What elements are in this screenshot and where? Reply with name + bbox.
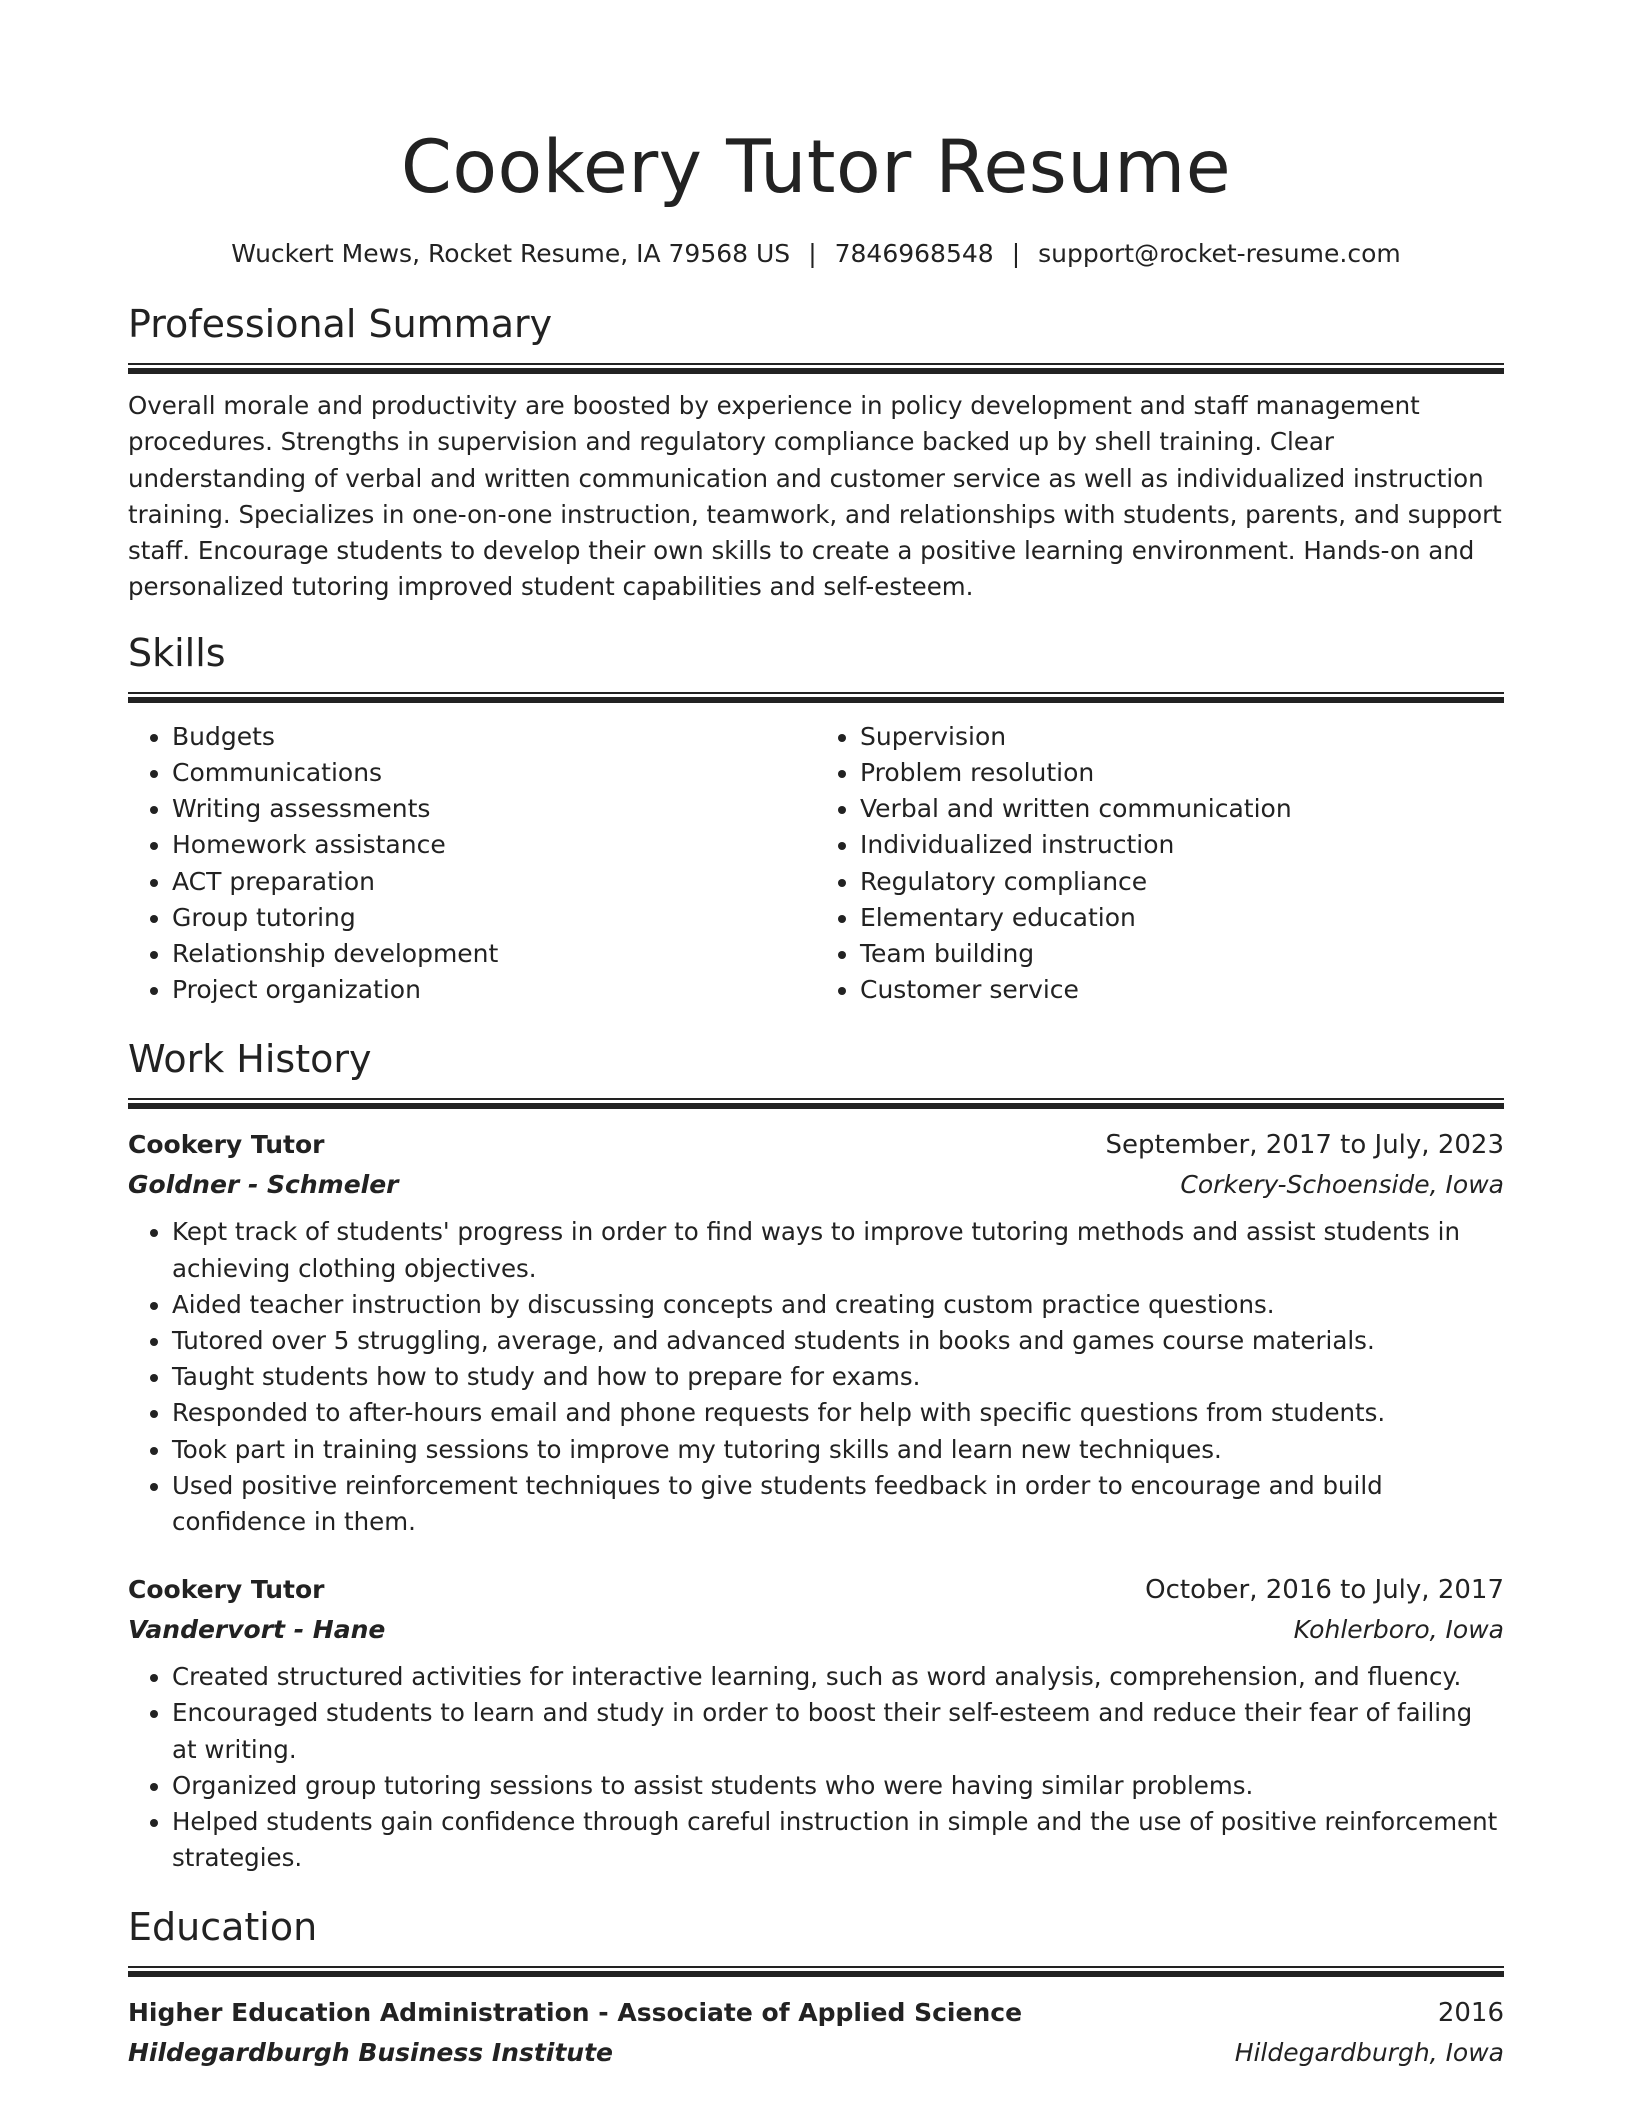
job-company: Goldner - Schmeler [128, 1170, 399, 1200]
job-bullet: • Took part in training sessions to improve my tutoring skills and learn new techniques. [172, 1432, 1504, 1468]
work-history-section [128, 1034, 1504, 1876]
job-bullet: • Kept track of students' progress in order to find ways to improve tutoring methods and assist students in achieving clothing objectives. [172, 1214, 1504, 1286]
job-bullet: • Encouraged students to learn and study in order to boost their self-esteem and reduce their fear of failing at writing. [172, 1695, 1504, 1767]
education-entry [128, 1993, 1504, 2073]
skills-columns [128, 719, 1504, 1009]
skill-item: • Project organization [172, 972, 816, 1008]
contact-separator: | [808, 239, 817, 268]
section-divider [128, 1098, 1504, 1109]
job-bullets [128, 1214, 1504, 1540]
skill-item: • ACT preparation [172, 864, 816, 900]
skill-item: • Elementary education [860, 900, 1504, 936]
skills-list-right [816, 719, 1504, 1009]
skills-section [128, 628, 1504, 1009]
job-bullet: • Helped students gain confidence through careful instruction in simple and the use of positive reinforcement strategies. [172, 1804, 1504, 1876]
education-school-row [128, 2033, 1504, 2073]
job-entry [128, 1570, 1504, 1876]
education-degree: Higher Education Administration - Associate of Applied Science [128, 1998, 1023, 2028]
education-year: 2016 [1437, 1998, 1504, 2029]
job-title: Cookery Tutor [128, 1130, 325, 1160]
contact-phone: 7846968548 [834, 239, 994, 268]
job-company-row [128, 1165, 1504, 1205]
job-bullet: • Responded to after-hours email and phone requests for help with specific questions from students. [172, 1395, 1504, 1431]
job-company: Vandervort - Hane [128, 1615, 386, 1645]
skill-item: • Verbal and written communication [860, 791, 1504, 827]
job-dates: October, 2016 to July, 2017 [1145, 1575, 1504, 1606]
job-bullets [128, 1659, 1504, 1876]
contact-email: support@rocket-resume.com [1038, 239, 1401, 268]
job-header-row [128, 1570, 1504, 1610]
section-divider [128, 363, 1504, 374]
section-heading-education: Education [128, 1905, 318, 1950]
summary-text: Overall morale and productivity are boosted by experience in policy development and staff management procedures. Strengths in supervision and regulatory compliance backed up by shell training. Clear understanding of verbal and written communication and customer service as well as individualized instruction training. Specializes in one-on-one instruction, teamwork, and relationships with students, parents, and support staff. Encourage students to develop their own skills to create a positive learning environment. Hands-on and personalized tutoring improved student capabilities and self-esteem. [128, 391, 1502, 602]
resume-title: Cookery Tutor Resume [400, 125, 1232, 210]
job-bullet: • Taught students how to study and how to prepare for exams. [172, 1359, 1504, 1395]
skill-item: • Regulatory compliance [860, 864, 1504, 900]
skills-list-left [128, 719, 816, 1009]
skill-item: • Writing assessments [172, 791, 816, 827]
job-dates: September, 2017 to July, 2023 [1105, 1130, 1504, 1161]
skill-item: • Individualized instruction [860, 827, 1504, 863]
job-bullet: • Organized group tutoring sessions to assist students who were having similar problems. [172, 1768, 1504, 1804]
skill-item: • Problem resolution [860, 755, 1504, 791]
job-location: Corkery-Schoenside, Iowa [1180, 1170, 1504, 1200]
education-location: Hildegardburgh, Iowa [1234, 2038, 1504, 2068]
summary-section [128, 299, 1504, 606]
skill-item: • Relationship development [172, 936, 816, 972]
job-bullet: • Used positive reinforcement techniques to give students feedback in order to encourage and build confidence in them. [172, 1468, 1504, 1540]
section-heading-summary: Professional Summary [128, 302, 553, 346]
job-bullet: • Aided teacher instruction by discussing concepts and creating custom practice questions. [172, 1287, 1504, 1323]
job-title: Cookery Tutor [128, 1575, 325, 1605]
job-company-row [128, 1610, 1504, 1650]
skill-item: • Budgets [172, 719, 816, 755]
section-heading-work-history: Work History [128, 1037, 372, 1082]
job-bullet: • Tutored over 5 struggling, average, and advanced students in books and games course materials. [172, 1323, 1504, 1359]
job-bullet: • Created structured activities for interactive learning, such as word analysis, comprehension, and fluency. [172, 1659, 1504, 1695]
job-entry [128, 1125, 1504, 1540]
education-section [128, 1902, 1504, 2073]
skill-item: • Supervision [860, 719, 1504, 755]
education-header-row [128, 1993, 1504, 2033]
education-school: Hildegardburgh Business Institute [128, 2038, 613, 2068]
skill-item: • Team building [860, 936, 1504, 972]
skill-item: • Homework assistance [172, 827, 816, 863]
contact-line [128, 237, 1504, 271]
section-heading-skills: Skills [128, 630, 226, 675]
skill-item: • Communications [172, 755, 816, 791]
section-divider [128, 1966, 1504, 1977]
contact-address: Wuckert Mews, Rocket Resume, IA 79568 US [231, 239, 791, 268]
job-location: Kohlerboro, Iowa [1293, 1615, 1504, 1645]
skill-item: • Group tutoring [172, 900, 816, 936]
section-divider [128, 692, 1504, 703]
contact-separator: | [1011, 239, 1021, 268]
job-header-row [128, 1125, 1504, 1165]
skill-item: • Customer service [860, 972, 1504, 1008]
